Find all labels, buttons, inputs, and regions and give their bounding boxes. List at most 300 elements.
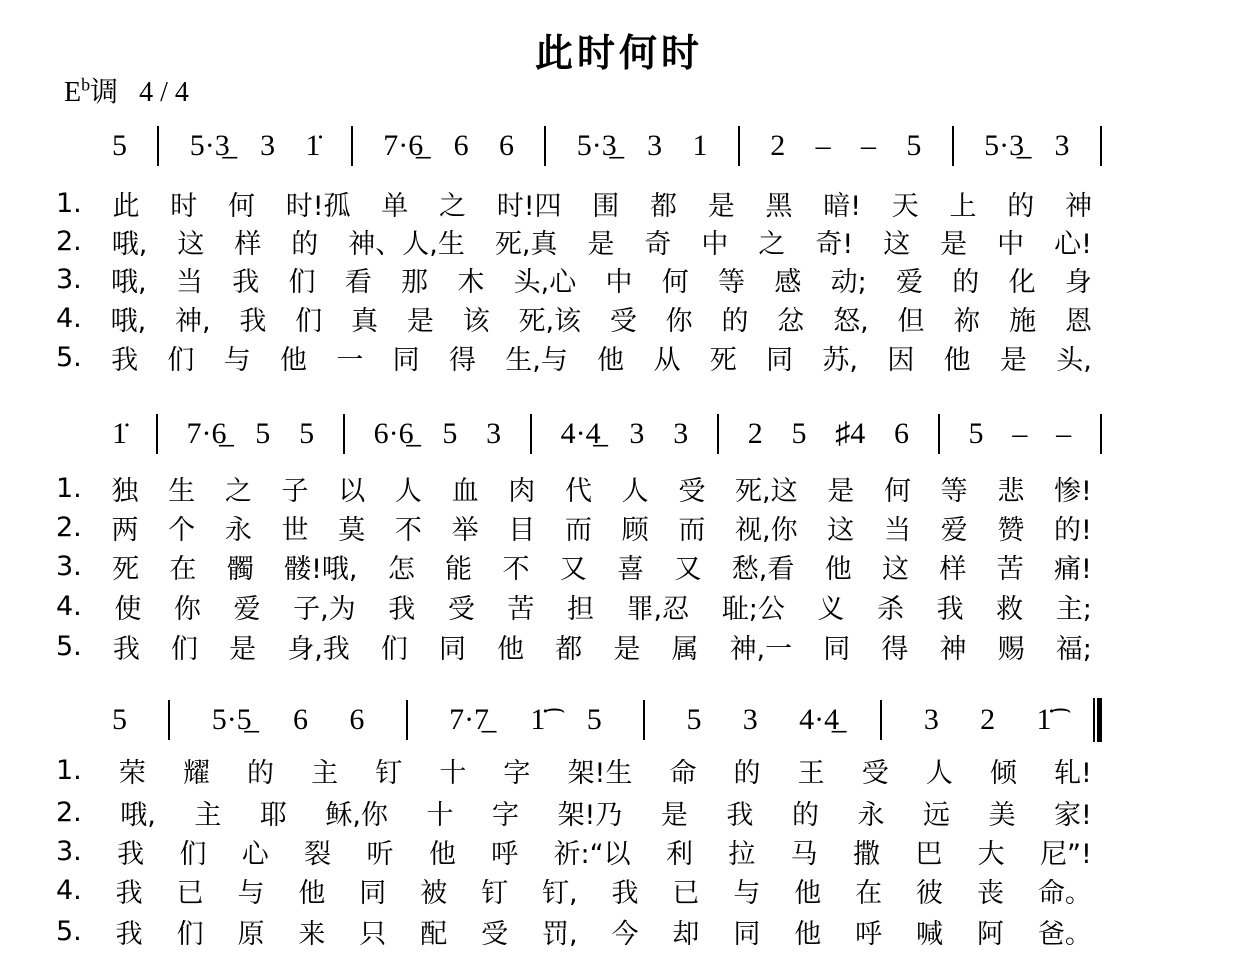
note: – — [815, 129, 831, 162]
lyric-line — [56, 509, 1092, 545]
lyric-line — [56, 261, 1092, 297]
lyric-syllable: 奇! — [815, 228, 854, 260]
lyric-syllable: 祢 — [953, 305, 981, 337]
lyric-syllable: 架!生 — [567, 757, 633, 789]
note: 6 — [894, 417, 910, 450]
lyric-syllable: 身,我 — [287, 633, 350, 665]
note: 3 — [673, 417, 689, 450]
lyric-syllable: 心! — [1054, 228, 1092, 260]
lyric-syllable: 化 — [1008, 266, 1036, 298]
lyric-syllable: 2. — [56, 225, 82, 257]
lyric-syllable: 之 — [224, 475, 252, 507]
lyric-syllable: 时!四 — [496, 190, 562, 222]
lyric-syllable: 忿 — [777, 305, 805, 337]
lyric-syllable: 人 — [925, 757, 953, 789]
lyric-syllable: 裂 — [304, 838, 332, 870]
note: 6 — [499, 129, 514, 162]
bar-line — [952, 126, 954, 166]
lyric-syllable: 原 — [237, 918, 265, 950]
lyric-syllable: 我 — [388, 593, 416, 625]
lyric-syllable: 髑 — [226, 553, 254, 585]
lyric-syllable: 远 — [922, 799, 950, 831]
final-bar-line — [1093, 698, 1102, 742]
lyric-syllable: 暗! — [823, 190, 862, 222]
lyric-syllable: 4. — [56, 302, 82, 334]
lyric-syllable: 与 — [223, 344, 251, 376]
lyric-syllable: 倾 — [989, 757, 1017, 789]
lyric-syllable: 却 — [672, 918, 700, 950]
note: 7·6̲ — [383, 129, 424, 162]
lyric-syllable: 呼 — [855, 918, 883, 950]
lyric-syllable: 中 — [605, 266, 633, 298]
lyric-syllable: 哦, — [120, 799, 156, 831]
lyric-syllable: 你 — [173, 593, 201, 625]
lyric-syllable: 独 — [111, 475, 139, 507]
note: 6 — [349, 703, 365, 736]
bar-line — [880, 700, 882, 740]
lyric-syllable: 王 — [797, 757, 825, 789]
note: 5 — [112, 703, 127, 736]
lyric-syllable: 爸。 — [1037, 918, 1092, 950]
lyric-syllable: 属 — [671, 633, 699, 665]
lyric-line — [56, 752, 1092, 788]
lyric-syllable: 是 — [613, 633, 641, 665]
lyric-syllable: 又 — [674, 553, 702, 585]
lyric-syllable: 福; — [1055, 633, 1092, 665]
lyric-syllable: 奇 — [644, 228, 672, 260]
lyric-syllable: 这 — [882, 553, 910, 585]
note: – — [1012, 417, 1028, 450]
lyric-syllable: 是 — [999, 344, 1027, 376]
lyric-syllable: 神 — [939, 633, 967, 665]
lyric-syllable: 得 — [881, 633, 909, 665]
bar-line — [530, 414, 532, 454]
lyric-syllable: 撒 — [852, 838, 880, 870]
lyric-syllable: 受 — [678, 475, 706, 507]
lyric-syllable: 4. — [56, 874, 82, 906]
lyric-syllable: 已 — [176, 877, 204, 909]
note: 1̇ — [112, 417, 127, 450]
bar-line — [643, 700, 645, 740]
lyric-syllable: 们 — [380, 633, 408, 665]
lyric-syllable: 死,真 — [494, 228, 558, 260]
lyric-syllable: 同 — [733, 918, 761, 950]
lyric-syllable: 不 — [394, 514, 422, 546]
lyric-syllable: 主; — [1055, 593, 1092, 625]
lyric-syllable: 爱 — [233, 593, 261, 625]
lyric-syllable: 此 — [112, 190, 140, 222]
lyric-syllable: 是 — [587, 228, 615, 260]
lyric-syllable: 我 — [112, 633, 140, 665]
lyric-syllable: 他 — [943, 344, 971, 376]
note: 7·7̲ — [449, 703, 490, 736]
lyric-syllable: 一 — [336, 344, 364, 376]
lyric-syllable: 两 — [111, 514, 139, 546]
lyric-syllable: 之 — [439, 190, 466, 222]
lyric-syllable: 我 — [117, 838, 145, 870]
lyric-syllable: 我 — [111, 344, 139, 376]
lyric-syllable: 来 — [298, 918, 326, 950]
note: – — [861, 129, 876, 162]
lyric-syllable: 我 — [936, 593, 964, 625]
lyric-syllable: 死,该 — [518, 305, 582, 337]
lyric-syllable: 何 — [227, 190, 255, 222]
lyric-syllable: 血 — [451, 475, 479, 507]
lyric-syllable: 们 — [179, 838, 207, 870]
lyric-syllable: 他 — [280, 344, 308, 376]
lyric-syllable: 是 — [707, 190, 735, 222]
lyric-syllable: 2. — [56, 796, 82, 828]
lyric-syllable: 我 — [115, 877, 143, 909]
lyric-syllable: 赐 — [997, 633, 1025, 665]
lyric-syllable: 是 — [406, 305, 434, 337]
lyric-syllable: 从 — [653, 344, 681, 376]
lyric-syllable: 主 — [194, 799, 222, 831]
lyric-syllable: 髅!哦, — [284, 553, 358, 585]
lyric-syllable: 死,这 — [735, 475, 798, 507]
lyric-syllable: 主 — [311, 757, 339, 789]
notation-line-2 — [112, 412, 1102, 456]
lyric-syllable: 单 — [381, 190, 409, 222]
bar-line — [168, 700, 170, 740]
song-title: 此时何时 — [534, 31, 703, 75]
lyric-syllable: 苦 — [996, 553, 1024, 585]
lyric-syllable: 钉 — [481, 877, 509, 909]
lyric-syllable: 我 — [726, 799, 754, 831]
lyric-syllable: 他 — [497, 633, 525, 665]
lyric-syllable: 十 — [426, 799, 454, 831]
lyric-syllable: 肉 — [508, 475, 536, 507]
lyric-line — [56, 470, 1092, 506]
notation-line-3 — [112, 698, 1102, 742]
lyric-line — [56, 833, 1092, 869]
lyric-syllable: 耻;公 — [721, 593, 785, 625]
note: 4·4̲ — [560, 417, 601, 450]
lyric-line — [56, 548, 1092, 584]
lyric-syllable: 等 — [718, 266, 746, 298]
lyric-syllable: 使 — [114, 593, 142, 625]
lyric-syllable: 的 — [733, 757, 761, 789]
note: – — [1056, 417, 1072, 450]
lyric-syllable: 只 — [359, 918, 387, 950]
lyric-syllable: 杀 — [877, 593, 904, 625]
lyric-syllable: 又 — [559, 553, 587, 585]
note: 3 — [260, 129, 276, 162]
lyric-syllable: 个 — [168, 514, 196, 546]
lyric-syllable: 看 — [344, 266, 372, 298]
note: 6·6̲ — [373, 417, 414, 450]
lyric-syllable: 哦, — [111, 228, 148, 260]
note: 1̇͡ — [1036, 703, 1052, 736]
lyric-syllable: 中 — [701, 228, 729, 260]
lyric-syllable: 我 — [232, 266, 260, 298]
lyric-syllable: 稣,你 — [325, 799, 389, 831]
note: 2 — [770, 129, 786, 162]
lyric-syllable: 祈:“以 — [553, 838, 631, 870]
lyric-syllable: 们 — [167, 344, 195, 376]
lyric-syllable: 受 — [447, 593, 475, 625]
lyric-syllable: 耀 — [182, 757, 210, 789]
note: 5 — [791, 417, 807, 450]
lyric-syllable: 都 — [650, 190, 678, 222]
note: 5 — [112, 129, 127, 162]
lyric-syllable: 1. — [56, 187, 82, 219]
note: 1̇ — [305, 129, 321, 162]
lyric-syllable: 耶 — [259, 799, 287, 831]
lyric-syllable: 字 — [492, 799, 520, 831]
lyric-syllable: 他 — [794, 918, 822, 950]
lyric-syllable: 时 — [170, 190, 198, 222]
bar-line — [1100, 126, 1102, 166]
lyric-syllable: 这 — [883, 228, 911, 260]
lyric-syllable: 十 — [439, 757, 467, 789]
lyric-syllable: 视,你 — [735, 514, 798, 546]
bar-line — [938, 414, 940, 454]
bar-line — [544, 126, 546, 166]
lyric-syllable: 围 — [592, 190, 620, 222]
note: 3 — [629, 417, 645, 450]
lyric-syllable: 丧 — [976, 877, 1004, 909]
lyric-syllable: 受 — [609, 305, 637, 337]
lyric-syllable: 是 — [827, 475, 855, 507]
lyric-syllable: 得 — [448, 344, 476, 376]
lyric-syllable: 目 — [508, 514, 536, 546]
note: 5·5̲ — [211, 703, 252, 736]
key-signature — [64, 70, 189, 110]
lyric-syllable: 样 — [939, 553, 967, 585]
lyric-syllable: 哦, — [111, 266, 147, 298]
lyric-syllable: 爱 — [896, 266, 923, 298]
lyric-syllable: 我 — [115, 918, 143, 950]
lyric-syllable: 同 — [766, 344, 794, 376]
lyric-syllable: 他 — [824, 553, 852, 585]
lyric-syllable: 感 — [774, 266, 802, 298]
lyric-syllable: 人 — [621, 475, 649, 507]
note: 5 — [299, 417, 315, 450]
note: 2 — [747, 417, 763, 450]
lyric-line — [56, 872, 1092, 908]
lyric-syllable: 哦, — [110, 305, 147, 337]
lyric-syllable: 4. — [56, 590, 82, 622]
lyric-syllable: 死 — [709, 344, 737, 376]
lyric-syllable: 是 — [940, 228, 968, 260]
lyric-syllable: 以 — [338, 475, 366, 507]
lyric-syllable: 5. — [56, 915, 82, 947]
lyric-syllable: 你 — [665, 305, 693, 337]
lyric-syllable: 拉 — [728, 838, 756, 870]
lyric-syllable: 能 — [445, 553, 473, 585]
lyric-syllable: 罚, — [542, 918, 578, 950]
note: 5 — [906, 129, 922, 162]
note: 5 — [686, 703, 702, 736]
note: 1 — [692, 129, 708, 162]
lyric-line — [56, 185, 1092, 221]
notation-line-1 — [112, 124, 1102, 168]
lyric-syllable: 的 — [721, 305, 749, 337]
lyric-line — [56, 628, 1092, 664]
bar-line — [351, 126, 353, 166]
bar-line — [1100, 414, 1102, 454]
lyric-syllable: 痛! — [1054, 553, 1092, 585]
note: 3 — [923, 703, 939, 736]
lyric-syllable: 今 — [611, 918, 639, 950]
lyric-syllable: 已 — [672, 877, 700, 909]
lyric-syllable: 荣 — [118, 757, 146, 789]
lyric-syllable: 生 — [168, 475, 196, 507]
lyric-syllable: 是 — [229, 633, 257, 665]
lyric-syllable: 1. — [56, 754, 82, 786]
lyric-syllable: 们 — [170, 633, 198, 665]
bar-line — [156, 414, 158, 454]
lyric-syllable: 钉, — [542, 877, 578, 909]
lyric-syllable: 都 — [555, 633, 583, 665]
lyric-syllable: 头,心 — [513, 266, 577, 298]
lyric-syllable: 当 — [175, 266, 203, 298]
lyric-syllable: 是 — [660, 799, 688, 831]
note: 5·3̲ — [984, 129, 1025, 162]
lyric-syllable: 的 — [291, 228, 319, 260]
lyric-syllable: 家! — [1054, 799, 1092, 831]
lyric-syllable: 苦 — [507, 593, 535, 625]
lyric-syllable: 3. — [56, 550, 82, 582]
lyric-syllable: 时!孤 — [285, 190, 351, 222]
lyric-syllable: 5. — [56, 341, 82, 373]
lyric-syllable: 恩 — [1064, 305, 1092, 337]
lyric-syllable: 中 — [997, 228, 1025, 260]
lyric-syllable: 神 — [1065, 190, 1092, 222]
lyric-syllable: 头, — [1056, 344, 1092, 376]
lyric-syllable: 的! — [1054, 514, 1092, 546]
lyric-syllable: 受 — [481, 918, 509, 950]
lyric-syllable: 我 — [239, 305, 267, 337]
lyric-syllable: 样 — [234, 228, 262, 260]
lyric-syllable: 们 — [176, 918, 204, 950]
lyric-syllable: 真 — [351, 305, 379, 337]
lyric-syllable: 与 — [237, 877, 265, 909]
lyric-syllable: 同 — [392, 344, 420, 376]
lyric-syllable: 而 — [678, 514, 706, 546]
key-accidental: b — [81, 74, 91, 95]
lyric-syllable: 同 — [439, 633, 467, 665]
lyric-syllable: 子 — [281, 475, 309, 507]
lyric-syllable: 永 — [224, 514, 252, 546]
lyric-syllable: 的 — [952, 266, 980, 298]
lyric-syllable: 神,一 — [729, 633, 793, 665]
lyric-syllable: 3. — [56, 835, 82, 867]
lyric-syllable: 巴 — [915, 838, 943, 870]
lyric-syllable: 同 — [823, 633, 851, 665]
lyric-syllable: 等 — [940, 475, 968, 507]
lyric-syllable: 1. — [56, 472, 82, 504]
lyric-syllable: 死 — [112, 553, 140, 585]
lyric-syllable: 身 — [1064, 266, 1092, 298]
lyric-syllable: 在 — [169, 553, 197, 585]
lyric-syllable: 施 — [1009, 305, 1037, 337]
lyric-syllable: 美 — [988, 799, 1016, 831]
lyric-syllable: 受 — [861, 757, 889, 789]
lyric-line — [56, 913, 1092, 949]
lyric-syllable: 之 — [758, 228, 786, 260]
key-note: E — [64, 77, 82, 108]
lyric-syllable: 尼”! — [1040, 838, 1092, 870]
note: 3 — [1054, 129, 1070, 162]
note: 5·3̲ — [576, 129, 617, 162]
lyric-syllable: 字 — [503, 757, 531, 789]
lyric-syllable: 的 — [1007, 190, 1035, 222]
lyric-syllable: 罪,忍 — [626, 593, 690, 625]
lyric-syllable: 同 — [359, 877, 387, 909]
lyric-syllable: 神, — [174, 305, 211, 337]
bar-line — [738, 126, 740, 166]
note: 5·3̲ — [189, 129, 230, 162]
note: 6 — [293, 703, 309, 736]
note: 7·6̲ — [186, 417, 227, 450]
lyric-line — [56, 223, 1092, 259]
lyric-syllable: 彼 — [916, 877, 944, 909]
lyric-syllable: 被 — [420, 877, 448, 909]
key-suffix: 调 — [90, 77, 119, 108]
lyric-syllable: 不 — [502, 553, 530, 585]
lyric-syllable: 们 — [295, 305, 323, 337]
lyric-syllable: 生,与 — [505, 344, 568, 376]
lyric-syllable: 义 — [817, 593, 845, 625]
note: 5 — [586, 703, 602, 736]
lyric-syllable: 天 — [891, 190, 919, 222]
lyric-syllable: 愁,看 — [731, 553, 795, 585]
lyric-syllable: 在 — [855, 877, 883, 909]
lyric-syllable: 大 — [977, 838, 1005, 870]
lyric-syllable: 人 — [394, 475, 422, 507]
lyric-line — [56, 794, 1092, 830]
bar-line — [717, 414, 719, 454]
note: ♯4 — [835, 417, 866, 450]
lyric-syllable: 喊 — [916, 918, 944, 950]
lyric-syllable: 马 — [790, 838, 818, 870]
lyric-syllable: 顾 — [621, 514, 649, 546]
lyric-syllable: 他 — [298, 877, 326, 909]
lyric-syllable: 他 — [428, 838, 456, 870]
lyric-syllable: 命 — [669, 757, 697, 789]
note: 5 — [968, 417, 984, 450]
lyric-syllable: 黑 — [765, 190, 793, 222]
lyric-syllable: 3. — [56, 263, 82, 295]
lyric-syllable: 何 — [661, 266, 689, 298]
lyric-syllable: 他 — [794, 877, 822, 909]
lyric-syllable: 那 — [401, 266, 429, 298]
lyric-syllable: 利 — [665, 838, 693, 870]
lyric-syllable: 这 — [827, 514, 855, 546]
lyric-syllable: 心 — [241, 838, 269, 870]
lyric-line — [56, 339, 1092, 375]
lyric-syllable: 阿 — [976, 918, 1004, 950]
lyric-line — [56, 588, 1092, 624]
lyric-syllable: 2. — [56, 511, 82, 543]
lyric-syllable: 木 — [457, 266, 485, 298]
lyric-syllable: 喜 — [617, 553, 645, 585]
lyric-syllable: 但 — [897, 305, 925, 337]
lyric-syllable: 悲 — [997, 475, 1025, 507]
lyric-syllable: 永 — [857, 799, 885, 831]
lyric-syllable: 轧! — [1054, 757, 1092, 789]
lyric-syllable: 赞 — [997, 514, 1025, 546]
note: 2 — [980, 703, 996, 736]
lyric-syllable: 上 — [949, 190, 977, 222]
lyric-syllable: 子,为 — [293, 593, 356, 625]
note: 4·4̲ — [799, 703, 840, 736]
bar-line — [343, 414, 345, 454]
lyric-syllable: 呼 — [491, 838, 519, 870]
lyric-syllable: 的 — [791, 799, 819, 831]
